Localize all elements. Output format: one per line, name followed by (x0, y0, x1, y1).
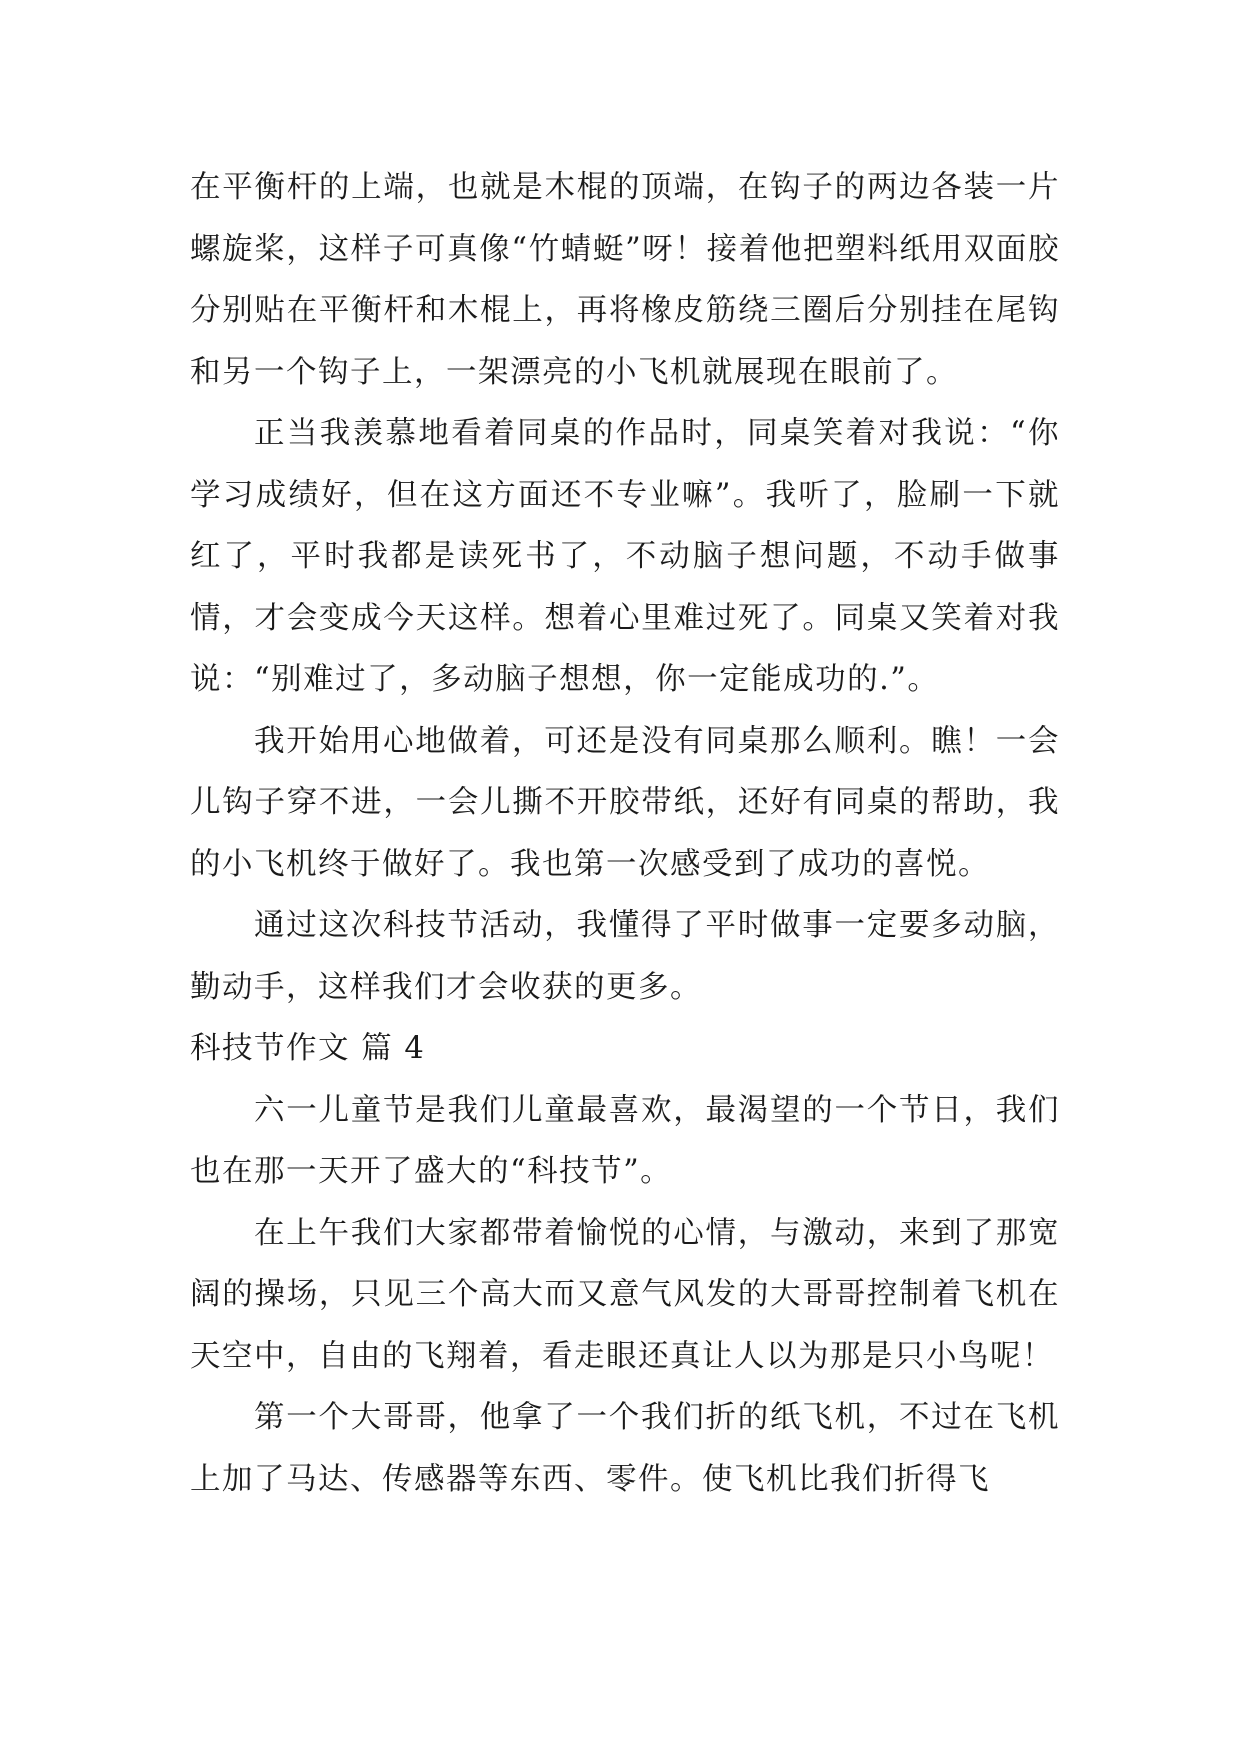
paragraph: 我开始用心地做着，可还是没有同桌那么顺利。瞧！一会儿钩子穿不进，一会儿撕不开胶带纸，还好有同桌的帮助，我的小飞机终于做好了。我也第一次感受到了成功的喜悦。 (190, 723, 1060, 882)
section-heading: 科技节作文 篇 4 (190, 1031, 426, 1066)
paragraph: 在上午我们大家都带着愉悦的心情，与激动，来到了那宽阔的操场，只见三个高大而又意气风发的大哥哥控制着飞机在天空中，自由的飞翔着，看走眼还真让人以为那是只小鸟呢！ (190, 1215, 1060, 1374)
paragraph: 六一儿童节是我们儿童最喜欢，最渴望的一个节日，我们也在那一天开了盛大的“科技节”。 (190, 1092, 1060, 1189)
paragraph: 第一个大哥哥，他拿了一个我们折的纸飞机，不过在飞机上加了马达、传感器等东西、零件。使飞机比我们折得飞 (190, 1400, 1060, 1497)
paragraph: 正当我羡慕地看着同桌的作品时，同桌笑着对我说：“你学习成绩好，但在这方面还不专业嘛”。我听了，脸刷一下就红了，平时我都是读死书了，不动脑子想问题，不动手做事情，才会变成今天这样。想着心里难过死了。同桌又笑着对我说：“别难过了，多动脑子想想，你一定能成功的.”。 (190, 416, 1060, 697)
paragraph: 通过这次科技节活动，我懂得了平时做事一定要多动脑，勤动手，这样我们才会收获的更多。 (190, 908, 1060, 1005)
article-body (190, 157, 1060, 1510)
paragraph-continuation: 在平衡杆的上端，也就是木棍的顶端，在钩子的两边各装一片螺旋桨，这样子可真像“竹蜻蜓”呀！接着他把塑料纸用双面胶分别贴在平衡杆和木棍上，再将橡皮筋绕三圈后分别挂在尾钩和另一个钩子上，一架漂亮的小飞机就展现在眼前了。 (190, 170, 1060, 390)
